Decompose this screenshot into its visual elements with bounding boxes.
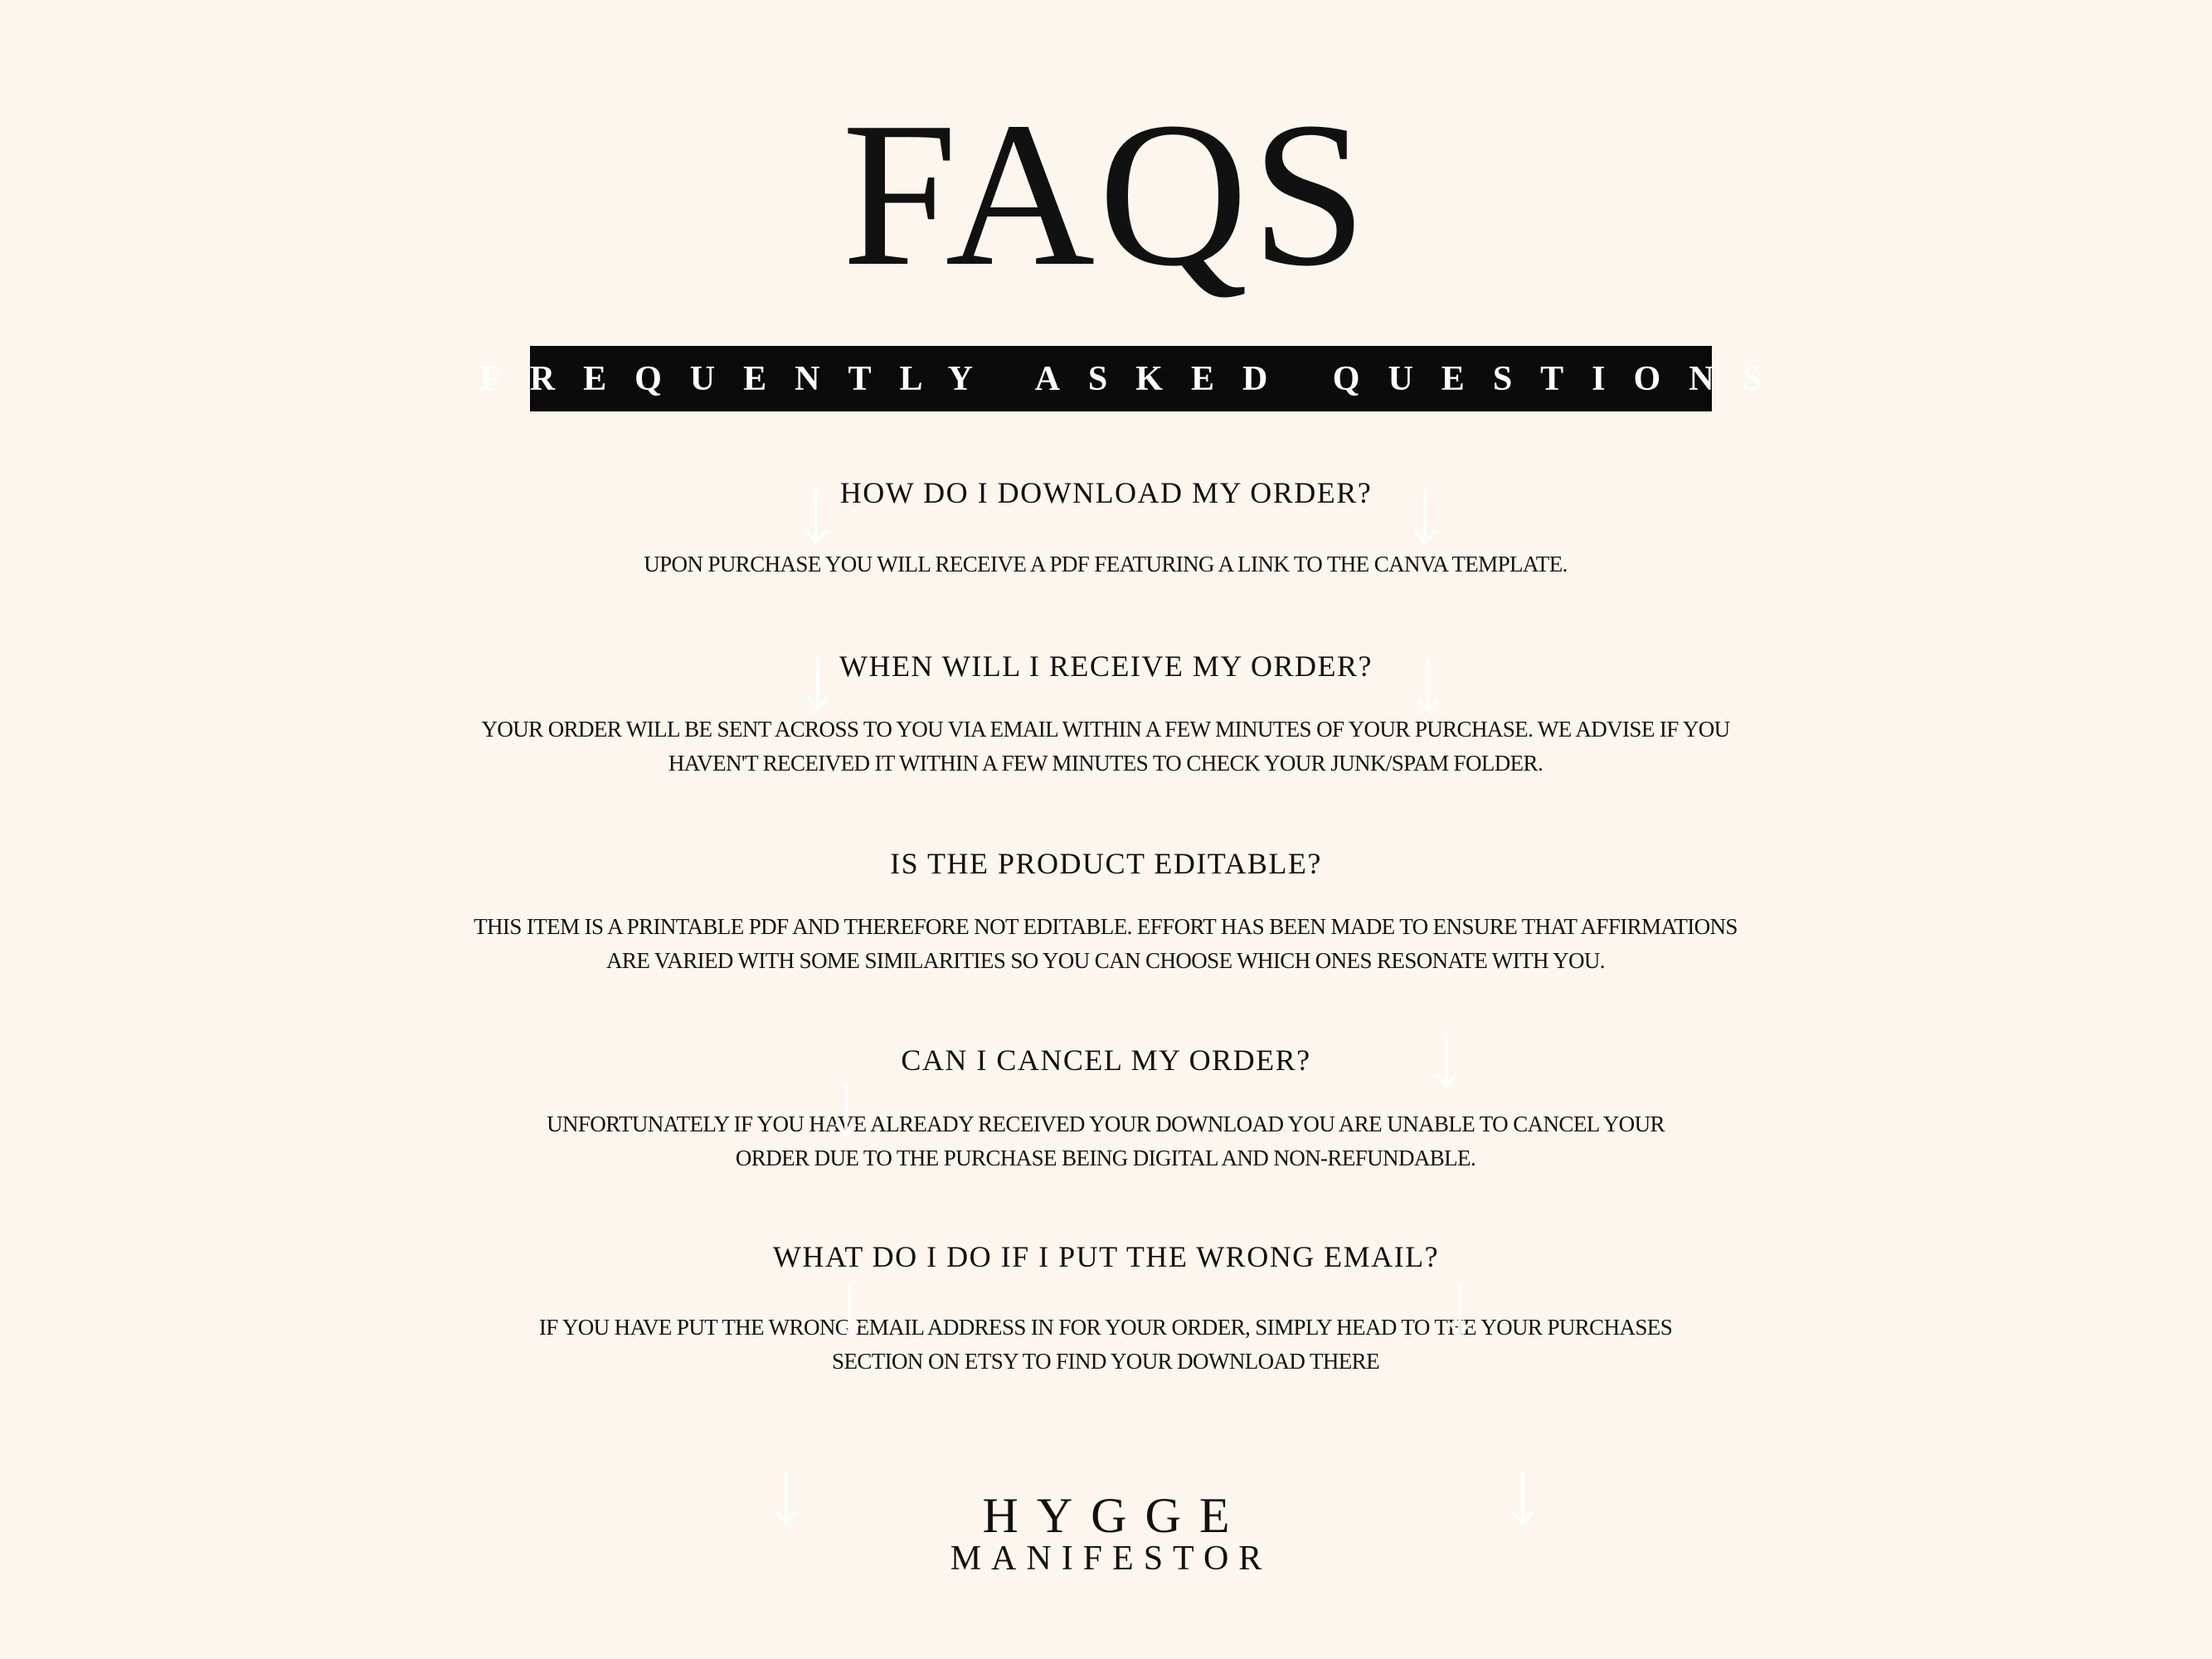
faq-answer-line: ORDER DUE TO THE PURCHASE BEING DIGITAL AND NON-REFUNDABLE. [735, 1146, 1476, 1170]
brand-name-hygge: HYGGE [982, 1488, 1248, 1543]
subtitle-banner [480, 346, 1790, 411]
arrow-down-icon [831, 1082, 861, 1141]
faq-answer-wrong-email [401, 1311, 1811, 1379]
faq-answer-line: UNFORTUNATELY IF YOU HAVE ALREADY RECEIVED YOUR DOWNLOAD YOU ARE UNABLE TO CANCEL YOUR [547, 1112, 1665, 1136]
faq-answer-download [401, 547, 1811, 581]
faq-answer-line: HAVEN'T RECEIVED IT WITHIN A FEW MINUTES TO CHECK YOUR JUNK/SPAM FOLDER. [668, 751, 1544, 776]
faq-question-wrong-email: WHAT DO I DO IF I PUT THE WRONG EMAIL? [772, 1240, 1440, 1273]
faq-answer-line: YOUR ORDER WILL BE SENT ACROSS TO YOU VIA EMAIL WITHIN A FEW MINUTES OF YOUR PURCHASE. WE ADVISE IF YOU [481, 717, 1730, 742]
faq-answer-line: UPON PURCHASE YOU WILL RECEIVE A PDF FEATURING A LINK TO THE CANVA TEMPLATE. [644, 552, 1568, 577]
arrow-down-icon [834, 1282, 864, 1340]
faq-question-download: HOW DO I DOWNLOAD MY ORDER? [839, 476, 1373, 509]
faq-answer-line: IF YOU HAVE PUT THE WRONG EMAIL ADDRESS IN FOR YOUR ORDER, SIMPLY HEAD TO THE YOUR PURCHASES [538, 1315, 1673, 1340]
arrow-down-icon [801, 489, 831, 547]
faq-answer-line: THIS ITEM IS A PRINTABLE PDF AND THEREFORE NOT EDITABLE. EFFORT HAS BEEN MADE TO ENSURE THAT AFFIRMATIONS [474, 914, 1738, 939]
brand-name-manifestor: MANIFESTOR [950, 1540, 1272, 1578]
faq-question-cancel: CAN I CANCEL MY ORDER? [901, 1044, 1311, 1077]
faq-answer-receive [401, 713, 1811, 781]
faq-question-editable: IS THE PRODUCT EDITABLE? [890, 847, 1322, 880]
faq-answer-line: SECTION ON ETSY TO FIND YOUR DOWNLOAD THERE [832, 1349, 1379, 1374]
faq-question-receive: WHEN WILL I RECEIVE MY ORDER? [839, 649, 1373, 683]
arrow-down-icon [1413, 658, 1443, 716]
arrow-down-icon [1445, 1282, 1475, 1340]
arrow-down-icon [1410, 489, 1440, 547]
page-title: FAQS [842, 80, 1370, 309]
faq-answer-cancel [401, 1107, 1811, 1175]
subtitle-text: FREQUENTLY ASKED QUESTIONS [480, 359, 1790, 398]
arrow-down-icon [1432, 1033, 1461, 1091]
faq-answer-editable [401, 910, 1811, 978]
faq-answer-line: ARE VARIED WITH SOME SIMILARITIES SO YOU CAN CHOOSE WHICH ONES RESONATE WITH YOU. [606, 948, 1605, 973]
arrow-down-icon [803, 655, 833, 713]
